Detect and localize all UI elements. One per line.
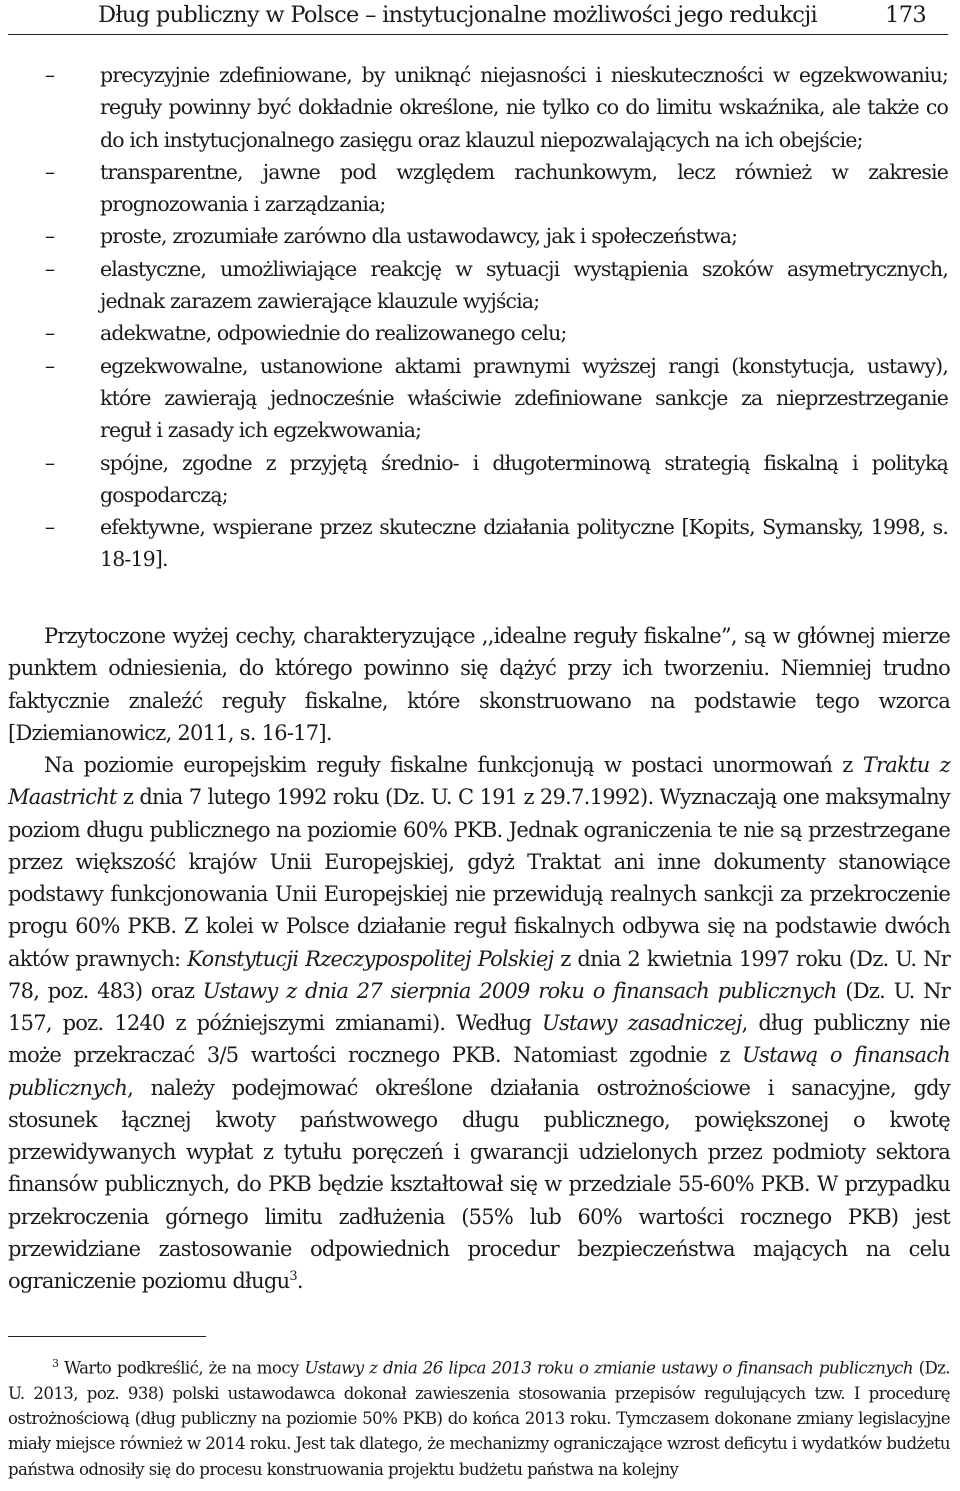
list-item — [0, 350, 960, 447]
list-dash: – — [44, 353, 56, 378]
list-item — [0, 253, 960, 318]
running-header — [8, 0, 948, 35]
italic-run: Ustawy z dnia 26 lipca 2013 roku o zmianie ustawy o finansach publicznych — [304, 1358, 913, 1378]
italic-run: Konstytucji Rzeczypospolitej Polskiej — [187, 946, 554, 971]
italic-run: Traktu z Maastricht — [8, 753, 951, 810]
text-run: (Dz. U. 2013, poz. 938) polski ustawodawca dokonał zawieszenia stosowania przepisów regulujących tzw. I procedurę ostrożnościową (dług publiczny na poziomie 50% PKB) do końca 2013 roku. Tymczasem dokonane zmiany legislacyjne miały miejsce również w 2014 roku. Jest tak dlatego, że mechanizmy ograniczające wzrost deficytu i wydatków budżetu państwa odnosiły się do procesu konstruowania projektu budżetu państwa na kolejny — [8, 1358, 950, 1479]
feature-list — [0, 59, 960, 576]
list-item — [0, 59, 960, 156]
list-item-text: efektywne, wspierane przez skuteczne działania polityczne [Kopits, Symansky, 1998, s. 18-19]. — [100, 515, 948, 572]
list-dash: – — [44, 321, 56, 346]
text-run: , należy podejmować określone działania ostrożnościowe i sanacyjne, gdy stosunek łącznej kwoty państwowego długu publicznego, powiększonej o kwotę przewidywanych wypłat z tytułu poręczeń i gwarancji udzielonych przez podmioty sektora finansów publicznych, do PKB będzie kształtował się w przedziale 55-60% PKB. W przypadku przekroczenia górnego limitu zadłużenia (55% lub 60% wartości rocznego PKB) jest przewidziane zastosowanie odpowiednich procedur bezpieczeństwa mających na celu ograniczenie poziomu długu — [8, 1075, 950, 1293]
list-item — [0, 511, 960, 576]
italic-run: Ustawy zasadniczej — [542, 1011, 742, 1035]
list-item — [0, 220, 960, 252]
text-run: Na poziomie europejskim reguły fiskalne funkcjonują w postaci unormowań z — [44, 753, 863, 777]
text-run: . — [296, 1269, 303, 1293]
text-run: z dnia 7 lutego 1992 roku (Dz. U. C 191 z 29.7.1992). Wyznaczają one maksymalny poziom długu publicznego na poziomie 60% PKB. Jednak ograniczenia te nie są przestrzegane przez większość krajów Unii Europejskiej, gdyż Traktat ani inne dokumenty stanowiące podstawy funkcjonowania Unii Europejskiej nie przewidują realnych sankcji za przekroczenie progu 60% PKB. Z kolei w Polsce działanie reguł fiskalnych odbywa się na podstawie dwóch aktów prawnych: — [8, 785, 950, 971]
list-dash: – — [44, 515, 56, 540]
italic-run: Ustawy z dnia 27 sierpnia 2009 roku o finansach publicznych — [202, 978, 837, 1003]
list-item — [0, 447, 960, 512]
footnote-marker: 3 — [52, 1357, 59, 1370]
list-item-text: spójne, zgodne z przyjętą średnio- i długoterminową strategią fiskalną i polityką gospodarczą; — [100, 450, 948, 507]
text-run: , dług publiczny nie może przekraczać 3/5 wartości rocznego PKB. Natomiast zgodnie z — [8, 1011, 950, 1068]
list-dash: – — [44, 159, 56, 184]
text-run: z dnia 2 kwietnia 1997 roku (Dz. U. Nr 78, poz. 483) oraz — [8, 946, 950, 1003]
list-item — [0, 317, 960, 349]
header-title: Dług publiczny w Polsce – instytucjonalne możliwości jego redukcji — [98, 2, 817, 28]
list-dash: – — [44, 224, 56, 249]
page-number: 173 — [885, 2, 926, 28]
list-dash: – — [44, 256, 56, 281]
body-text — [8, 620, 950, 1297]
paragraph-ideal-rules: Przytoczone wyżej cechy, charakteryzujące ,,idealne reguły fiskalne”, są w głównej mierze punktem odniesienia, do którego powinno się dążyć przy ich tworzeniu. Niemniej trudno faktycznie znaleźć reguły fiskalne, które skonstruowano na podstawie tego wzorca [Dziemianowicz, 2011, s. 16-17]. — [8, 624, 950, 745]
text-run: Warto podkreślić, że na mocy — [58, 1358, 305, 1378]
list-dash: – — [44, 450, 56, 475]
footnote-3 — [8, 1351, 950, 1482]
list-item-text: proste, zrozumiałe zarówno dla ustawodawcy, jak i społeczeństwa; — [100, 224, 738, 249]
footnote-reference[interactable]: 3 — [289, 1269, 297, 1284]
list-item-text: egzekwowalne, ustanowione aktami prawnymi wyższej rangi (konstytucja, ustawy), które zawierają jednocześnie właściwie zdefiniowane sankcje za nieprzestrzeganie reguł i zasady ich egzekwowania; — [100, 353, 948, 443]
list-item-text: transparentne, jawne pod względem rachunkowym, lecz również w zakresie prognozowania i zarządzania; — [100, 159, 948, 217]
footnote-divider — [8, 1336, 206, 1337]
text-run: (Dz. U. Nr 157, poz. 1240 z późniejszymi zmianami). Według — [8, 978, 951, 1035]
list-item-text: adekwatne, odpowiednie do realizowanego celu; — [100, 321, 567, 346]
list-dash: – — [44, 63, 56, 87]
list-item-text: elastyczne, umożliwiające reakcję w sytuacji wystąpienia szoków asymetrycznych, jednak zarazem zawierające klauzule wyjścia; — [100, 256, 948, 314]
list-item — [0, 156, 960, 221]
italic-run: Ustawą o finansach publicznych — [8, 1043, 950, 1100]
paragraph-eu-poland-rules — [8, 749, 950, 1297]
list-item-text: precyzyjnie zdefiniowane, by uniknąć niejasności i nieskuteczności w egzekwowaniu; reguły powinny być dokładnie określone, nie tylko co do limitu wskaźnika, ale także co do ich instytucjonalnego zasięgu oraz klauzul niepozwalających na ich obejście; — [100, 63, 948, 152]
